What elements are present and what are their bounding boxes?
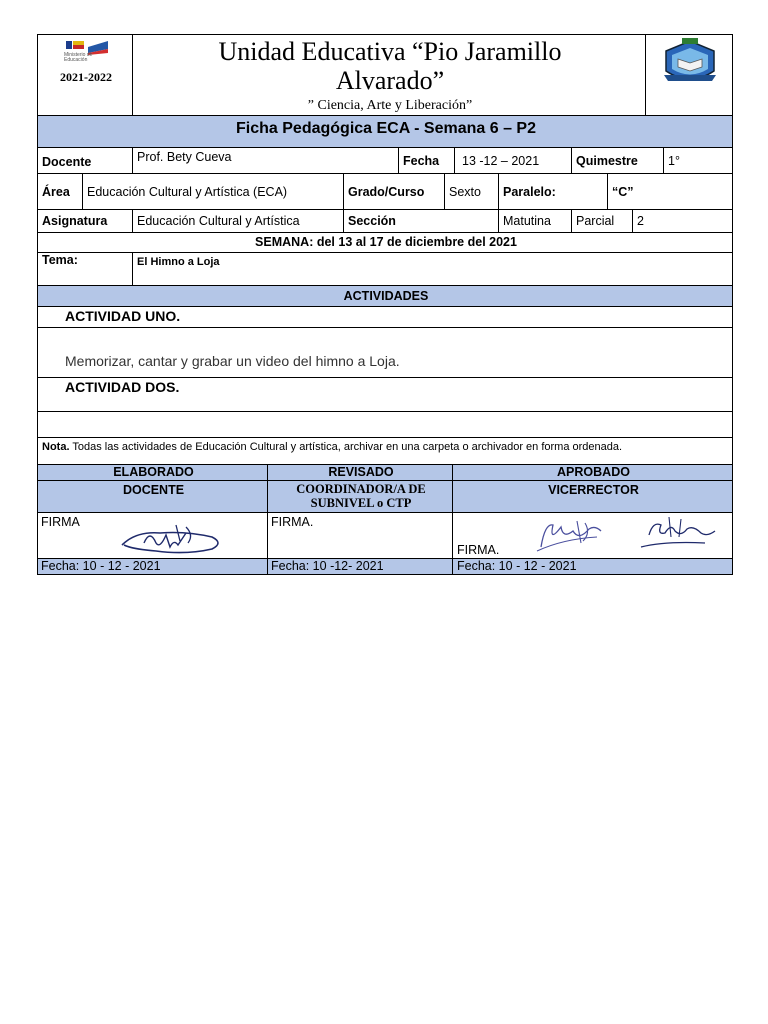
- activity-two-body-cell: [37, 411, 733, 438]
- vicerrector-signature: [533, 517, 609, 553]
- vicerrector-firma-label: FIRMA.: [457, 543, 500, 557]
- ministry-logo: [62, 39, 112, 65]
- school-title-cell: [132, 34, 646, 116]
- docente-label-cell: [37, 147, 133, 174]
- school-crest-icon: [660, 37, 720, 87]
- actividades-heading: ACTIVIDADES: [343, 289, 429, 303]
- seccion-label: Sección: [348, 214, 396, 228]
- tema-label: Tema:: [42, 253, 78, 267]
- vicerrector-fecha-cell: [452, 558, 733, 575]
- fecha-value-cell: [454, 147, 572, 174]
- coordinador-fecha: Fecha: 10 -12- 2021: [271, 559, 384, 573]
- fecha-value: 13 -12 – 2021: [462, 154, 540, 168]
- school-year: 2021-2022: [60, 70, 112, 84]
- actividades-heading-cell: [37, 285, 733, 307]
- coordinador-role-line2: SUBNIVEL o CTP: [310, 496, 412, 510]
- fecha-label: Fecha: [403, 154, 440, 168]
- semana-text: SEMANA: del 13 al 17 de diciembre del 2021: [255, 235, 517, 249]
- activity-two-title-cell: [37, 377, 733, 412]
- semana-cell: [37, 232, 733, 253]
- docente-role-cell: [37, 480, 268, 513]
- activity-one-text: Memorizar, cantar y grabar un video del himno a Loja.: [65, 353, 400, 369]
- aprobado-head: APROBADO: [557, 465, 630, 479]
- coordinador-fecha-cell: [267, 558, 453, 575]
- docente-label: Docente: [42, 155, 92, 169]
- vicerrector-role-cell: [452, 480, 733, 513]
- asignatura-value-cell: [132, 209, 344, 233]
- paralelo-value: “C”: [612, 185, 634, 199]
- vicerrector-role: VICERRECTOR: [548, 483, 639, 497]
- sheet-title: Ficha Pedagógica ECA - Semana 6 – P2: [236, 120, 536, 137]
- seccion-value-cell: [498, 209, 572, 233]
- docente-fecha: Fecha: 10 - 12 - 2021: [41, 559, 161, 573]
- parcial-label: Parcial: [576, 214, 615, 228]
- tema-label-cell: [37, 252, 133, 286]
- sheet-title-band: [37, 115, 733, 148]
- logo-cell: [37, 34, 133, 116]
- school-crest-cell: [645, 34, 733, 116]
- docente-fecha-cell: [37, 558, 268, 575]
- activity-one-text-cell: [37, 327, 733, 378]
- coordinador-signature: [635, 513, 721, 553]
- parcial-label-cell: [571, 209, 633, 233]
- coordinador-role-line1: COORDINADOR/A DE: [296, 482, 426, 496]
- coordinador-role-cell: [267, 480, 453, 513]
- elaborado-head: ELABORADO: [113, 465, 194, 479]
- paralelo-label: Paralelo:: [503, 185, 556, 199]
- note: [42, 441, 622, 453]
- parcial-value: 2: [637, 214, 644, 228]
- activity-two-title: ACTIVIDAD DOS.: [65, 379, 180, 395]
- paralelo-label-cell: [498, 173, 608, 210]
- docente-firma-label: FIRMA: [41, 515, 80, 529]
- asignatura-label: Asignatura: [42, 214, 108, 228]
- vicerrector-signature-cell: [452, 512, 733, 559]
- tema-value-cell: [132, 252, 733, 286]
- seccion-label-cell: [343, 209, 499, 233]
- quimestre-label-cell: [571, 147, 664, 174]
- docente-signature-cell: [37, 512, 268, 559]
- parcial-value-cell: [632, 209, 733, 233]
- quimestre-label: Quimestre: [576, 154, 638, 168]
- tema-value: El Himno a Loja: [137, 256, 220, 268]
- activity-one-title-cell: [37, 306, 733, 328]
- vicerrector-fecha: Fecha: 10 - 12 - 2021: [457, 559, 577, 573]
- elaborado-head-cell: [37, 464, 268, 481]
- revisado-head: REVISADO: [328, 465, 394, 479]
- area-value: Educación Cultural y Artística (ECA): [87, 185, 288, 199]
- school-motto: ” Ciencia, Arte y Liberación”: [307, 98, 473, 113]
- school-name-line2: Alvarado”: [335, 66, 445, 95]
- coordinador-signature-cell: [267, 512, 453, 559]
- seccion-value: Matutina: [503, 214, 551, 228]
- quimestre-value-cell: [663, 147, 733, 174]
- docente-role: DOCENTE: [122, 483, 185, 497]
- coordinador-firma-label: FIRMA.: [271, 515, 314, 529]
- quimestre-value: 1°: [668, 154, 680, 168]
- asignatura-label-cell: [37, 209, 133, 233]
- docente-value: Prof. Bety Cueva: [137, 150, 232, 164]
- asignatura-value: Educación Cultural y Artística: [137, 214, 300, 228]
- area-value-cell: [82, 173, 344, 210]
- grado-label-cell: [343, 173, 445, 210]
- fecha-label-cell: [398, 147, 455, 174]
- note-text: Todas las actividades de Educación Cultural y artística, archivar en una carpeta o archivador en forma ordenada.: [72, 441, 623, 453]
- grado-value-cell: [444, 173, 499, 210]
- grado-label: Grado/Curso: [348, 185, 425, 199]
- grado-value: Sexto: [449, 185, 481, 199]
- docente-value-cell: [132, 147, 399, 174]
- paralelo-value-cell: [607, 173, 733, 210]
- activity-one-title: ACTIVIDAD UNO.: [65, 308, 181, 324]
- note-cell: [37, 437, 733, 465]
- docente-signature: [116, 519, 230, 557]
- revisado-head-cell: [267, 464, 453, 481]
- school-name-line1: Unidad Educativa “Pio Jaramillo: [218, 37, 562, 66]
- area-label-cell: [37, 173, 83, 210]
- note-label: Nota.: [42, 441, 70, 453]
- aprobado-head-cell: [452, 464, 733, 481]
- area-label: Área: [42, 185, 70, 199]
- ministry-logo-text: Ministerio de Educación: [64, 52, 93, 63]
